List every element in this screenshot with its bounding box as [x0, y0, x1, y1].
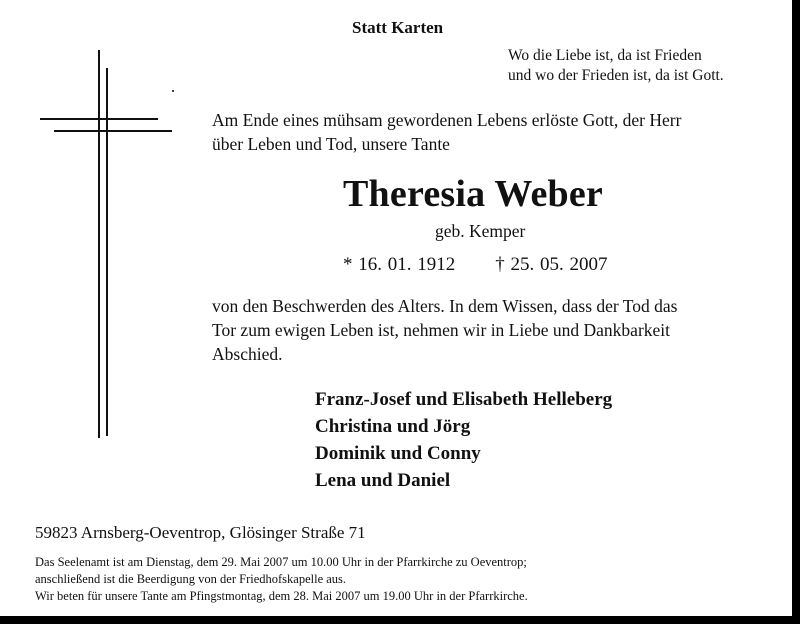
- address: 59823 Arnsberg-Oeventrop, Glösinger Straße 71: [35, 523, 366, 542]
- info-line: anschließend ist die Beerdigung von der Friedhofskapelle aus.: [35, 572, 347, 586]
- mourner-name: Dominik und Conny: [315, 443, 481, 464]
- body-line: von den Beschwerden des Alters. In dem Wissen, dass der Tod das: [212, 296, 678, 316]
- birth-name: geb. Kemper: [435, 221, 526, 241]
- mourner-name: Franz-Josef und Elisabeth Helleberg: [315, 389, 613, 410]
- birth-date: * 16. 01. 1912: [343, 254, 456, 275]
- quote: [508, 46, 724, 86]
- cross-horizontal-bar-2: [54, 130, 172, 132]
- cross-vertical-bar: [98, 50, 100, 438]
- body-text: [212, 294, 677, 366]
- quote-line: und wo der Frieden ist, da ist Gott.: [508, 67, 724, 84]
- intro-line: über Leben und Tod, unsere Tante: [212, 134, 450, 154]
- mourners-list: [315, 386, 612, 494]
- life-dates: [343, 252, 608, 278]
- print-speck: [172, 90, 174, 92]
- service-info: [35, 554, 528, 605]
- cross-vertical-bar-2: [106, 68, 108, 436]
- body-line: Tor zum ewigen Leben ist, nehmen wir in Liebe und Dankbarkeit: [212, 320, 671, 340]
- quote-line: Wo die Liebe ist, da ist Frieden: [508, 47, 702, 64]
- mourner-name: Christina und Jörg: [315, 416, 471, 437]
- cross-horizontal-bar: [40, 118, 158, 120]
- mourner-name: Lena und Daniel: [315, 470, 451, 491]
- info-line: Wir beten für unsere Tante am Pfingstmontag, dem 28. Mai 2007 um 19.00 Uhr in der Pfarrkirche.: [35, 589, 528, 603]
- body-line: Abschied.: [212, 344, 283, 364]
- intro-text: [212, 108, 681, 156]
- info-line: Das Seelenamt ist am Dienstag, dem 29. Mai 2007 um 10.00 Uhr in der Pfarrkirche zu Oeventrop;: [35, 555, 527, 569]
- deceased-name: Theresia Weber: [343, 173, 603, 215]
- death-date: † 25. 05. 2007: [495, 254, 608, 275]
- header-statt-karten: Statt Karten: [352, 18, 444, 37]
- intro-line: Am Ende eines mühsam gewordenen Lebens erlöste Gott, der Herr: [212, 110, 682, 130]
